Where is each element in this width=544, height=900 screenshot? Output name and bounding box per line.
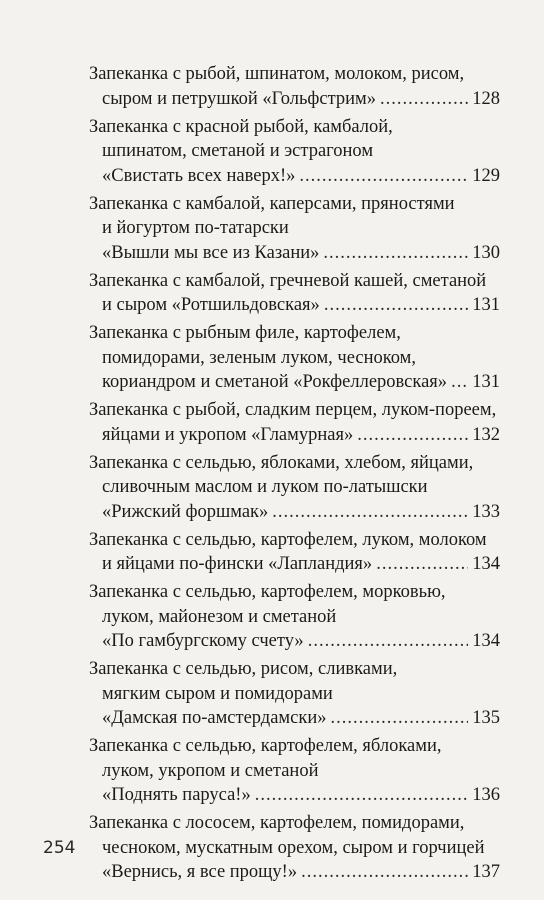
toc-entry-last-line [89,629,500,654]
toc-entry-line: Запеканка с камбалой, гречневой кашей, сметаной [89,270,487,291]
toc-entry [89,451,500,525]
toc-entry-title-text: «Рижский форшмак» [102,501,269,522]
dot-leader [323,241,468,266]
toc-entry [89,734,500,808]
toc-entry-title-text: «Вернись, я все прощу!» [102,862,298,882]
toc-entry-line: Запеканка с красной рыбой, камбалой, [89,116,393,137]
toc-entry-line: помидорами, зеленым луком, чесноком, [102,347,417,368]
toc-entry-title-text: сыром и петрушкой «Гольфстрим» [102,88,377,109]
toc-entry-last-line [89,241,500,266]
toc-entry-line: Запеканка с сельдью, картофелем, морковью, [89,582,446,602]
toc-entry-page-number: 130 [472,242,500,263]
toc-entry-line: луком, укропом и сметаной [102,760,319,781]
toc-entry-page-number: 133 [472,501,500,522]
toc-entry-title-text: и яйцами по-фински «Лапландия» [102,554,373,574]
toc-entry-title-text: «Свистать всех наверх!» [102,165,296,186]
toc-entry-title-text: «Поднять паруса!» [102,785,251,805]
toc-entry-page-number: 131 [472,372,500,392]
toc-entry-line: Запеканка с сельдью, картофелем, яблоками, [89,736,442,756]
toc-entry-line: Запеканка с сельдью, яблоками, хлебом, яйцами, [89,452,474,473]
toc-entry [89,811,500,885]
toc-entry-line: Запеканка с рыбным филе, картофелем, [89,323,401,343]
toc-entry [89,192,500,266]
dot-leader [272,500,468,525]
toc-entry-line: Запеканка с лососем, картофелем, помидорами, [89,813,465,833]
toc-entry-line: сливочным маслом и луком по-латышски [102,477,428,497]
dot-leader [376,552,468,577]
toc-entry [89,321,500,395]
toc-entry [89,657,500,731]
toc-entry-page-number: 129 [472,165,500,186]
dot-leader [380,87,468,112]
toc-entry-last-line [89,552,500,577]
toc-entry-page-number: 128 [472,88,500,109]
toc-entry-last-line [89,783,500,808]
toc-entry-page-number: 137 [472,862,500,882]
dot-leader [330,706,468,731]
toc-entry-title-text: яйцами и укропом «Гламурная» [102,424,354,445]
toc-entry-line: Запеканка с сельдью, картофелем, луком, молоком [89,529,487,550]
toc-entry [89,115,500,189]
toc-entry-last-line [89,860,500,885]
toc-entry-title-text: «Дамская по-амстердамски» [102,708,327,728]
toc-entry-line: мягким сыром и помидорами [102,683,333,704]
toc-entry-last-line [89,706,500,731]
toc-entry-line: шпинатом, сметаной и эстрагоном [102,141,374,161]
toc-entry-page-number: 132 [472,424,500,445]
toc-entry-page-number: 136 [472,785,500,805]
dot-leader [301,860,468,885]
toc-entry-page-number: 134 [472,554,500,574]
toc-entry-page-number: 135 [472,708,500,728]
toc-entry-title-text: «Вышли мы все из Казани» [102,242,320,263]
dot-leader [299,164,468,189]
toc-entry-line: луком, майонезом и сметаной [102,606,337,627]
toc-entry-line: Запеканка с рыбой, шпинатом, молоком, рисом, [89,64,465,84]
toc-entry-last-line [89,500,500,525]
toc-entry-last-line [89,423,500,448]
toc-entry-line: Запеканка с рыбой, сладким перцем, луком-пореем, [89,400,497,420]
table-of-contents [89,62,500,888]
toc-entry-title-text: кориандром и сметаной «Рокфеллеровская» [102,372,448,392]
toc-entry-line: Запеканка с сельдью, рисом, сливками, [89,659,398,679]
toc-entry-page-number: 131 [472,295,500,315]
toc-entry-line: чесноком, мускатным орехом, сыром и горчицей [102,837,485,858]
toc-entry-last-line [89,164,500,189]
toc-entry-page-number: 134 [472,631,500,651]
dot-leader [451,370,468,395]
toc-entry [89,269,500,318]
dot-leader [357,423,468,448]
toc-entry-line: и йогуртом по-татарски [102,218,289,238]
toc-entry [89,528,500,577]
dot-leader [308,629,469,654]
toc-entry-title-text: «По гамбургскому счету» [102,631,304,651]
toc-entry-title-text: и сыром «Ротшильдовская» [102,295,320,315]
toc-entry-line: Запеканка с камбалой, каперсами, пряностями [89,193,455,214]
dot-leader [324,293,468,318]
toc-entry-last-line [89,293,500,318]
page-number: 254 [43,838,76,858]
dot-leader [255,783,469,808]
toc-entry-last-line [89,87,500,112]
toc-entry [89,398,500,447]
toc-entry [89,580,500,654]
toc-entry [89,62,500,111]
toc-entry-last-line [89,370,500,395]
